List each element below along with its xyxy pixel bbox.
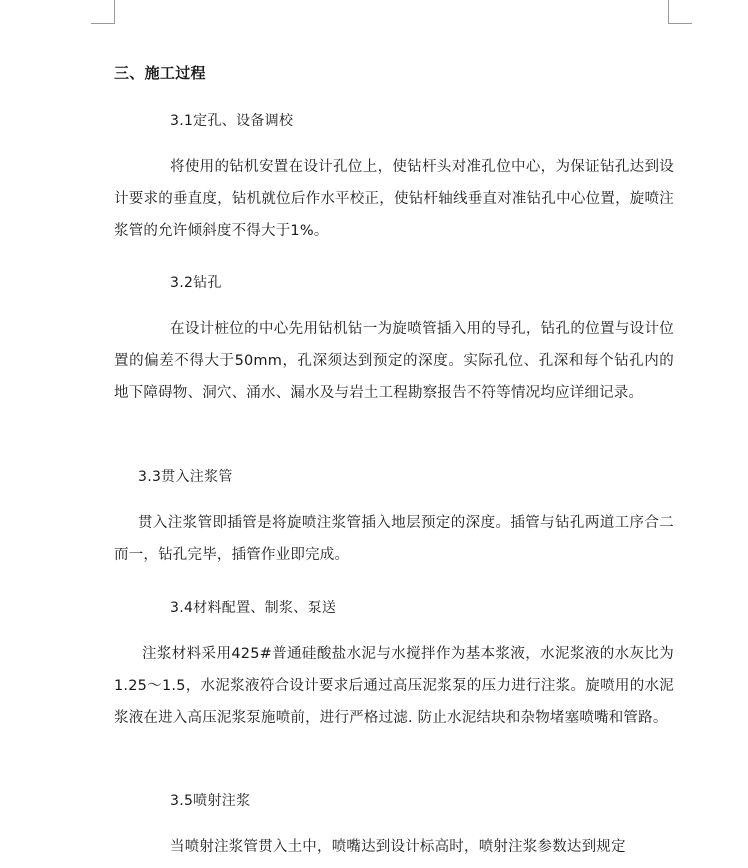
section-3-2-body: 在设计桩位的中心先用钻机钻一为旋喷管插入用的导孔，钻孔的位置与设计位置的偏差不得大于50mm，孔深须达到预定的深度。实际孔位、孔深和每个钻孔内的地下障碍物、洞穴、涌水、漏水及与岩土工程勘察报告不符等情况均应详细记录。 (114, 321, 674, 401)
section-3-1-title: 3.1定孔、设备调校 (170, 113, 294, 129)
section-3-2-title: 3.2钻孔 (170, 275, 222, 291)
section-3-3-body: 贯入注浆管即插管是将旋喷注浆管插入地层预定的深度。插管与钻孔两道工序合二而一，钻孔完毕，插管作业即完成。 (114, 515, 674, 563)
crop-mark-left-horizontal (91, 23, 115, 24)
chapter-heading: 三、施工过程 (114, 64, 206, 82)
section-3-5-body: 当喷射注浆管贯入土中，喷嘴达到设计标高时，喷射注浆参数达到规定 (170, 839, 626, 855)
section-3-3-title: 3.3贯入注浆管 (138, 469, 233, 485)
section-3-5-title: 3.5喷射注浆 (170, 793, 251, 809)
crop-mark-left-vertical (114, 0, 115, 24)
section-3-4-title: 3.4材料配置、制浆、泵送 (170, 600, 337, 616)
crop-mark-right-vertical (668, 0, 669, 24)
section-3-4-body: 注浆材料采用425#普通硅酸盐水泥与水搅拌作为基本浆液，水泥浆液的水灰比为1.25～1.5，水泥浆液符合设计要求后通过高压泥浆泵的压力进行注浆。旋喷用的水泥浆液在进入高压泥浆泵施喷前，进行严格过滤. 防止水泥结块和杂物堵塞喷嘴和管路。 (114, 646, 674, 726)
section-3-1-body: 将使用的钻机安置在设计孔位上，使钻杆头对准孔位中心，为保证钻孔达到设计要求的垂直度，钻机就位后作水平校正，使钻杆轴线垂直对准钻孔中心位置，旋喷注浆管的允许倾斜度不得大于1%。 (114, 159, 674, 239)
crop-mark-right-horizontal (668, 23, 692, 24)
